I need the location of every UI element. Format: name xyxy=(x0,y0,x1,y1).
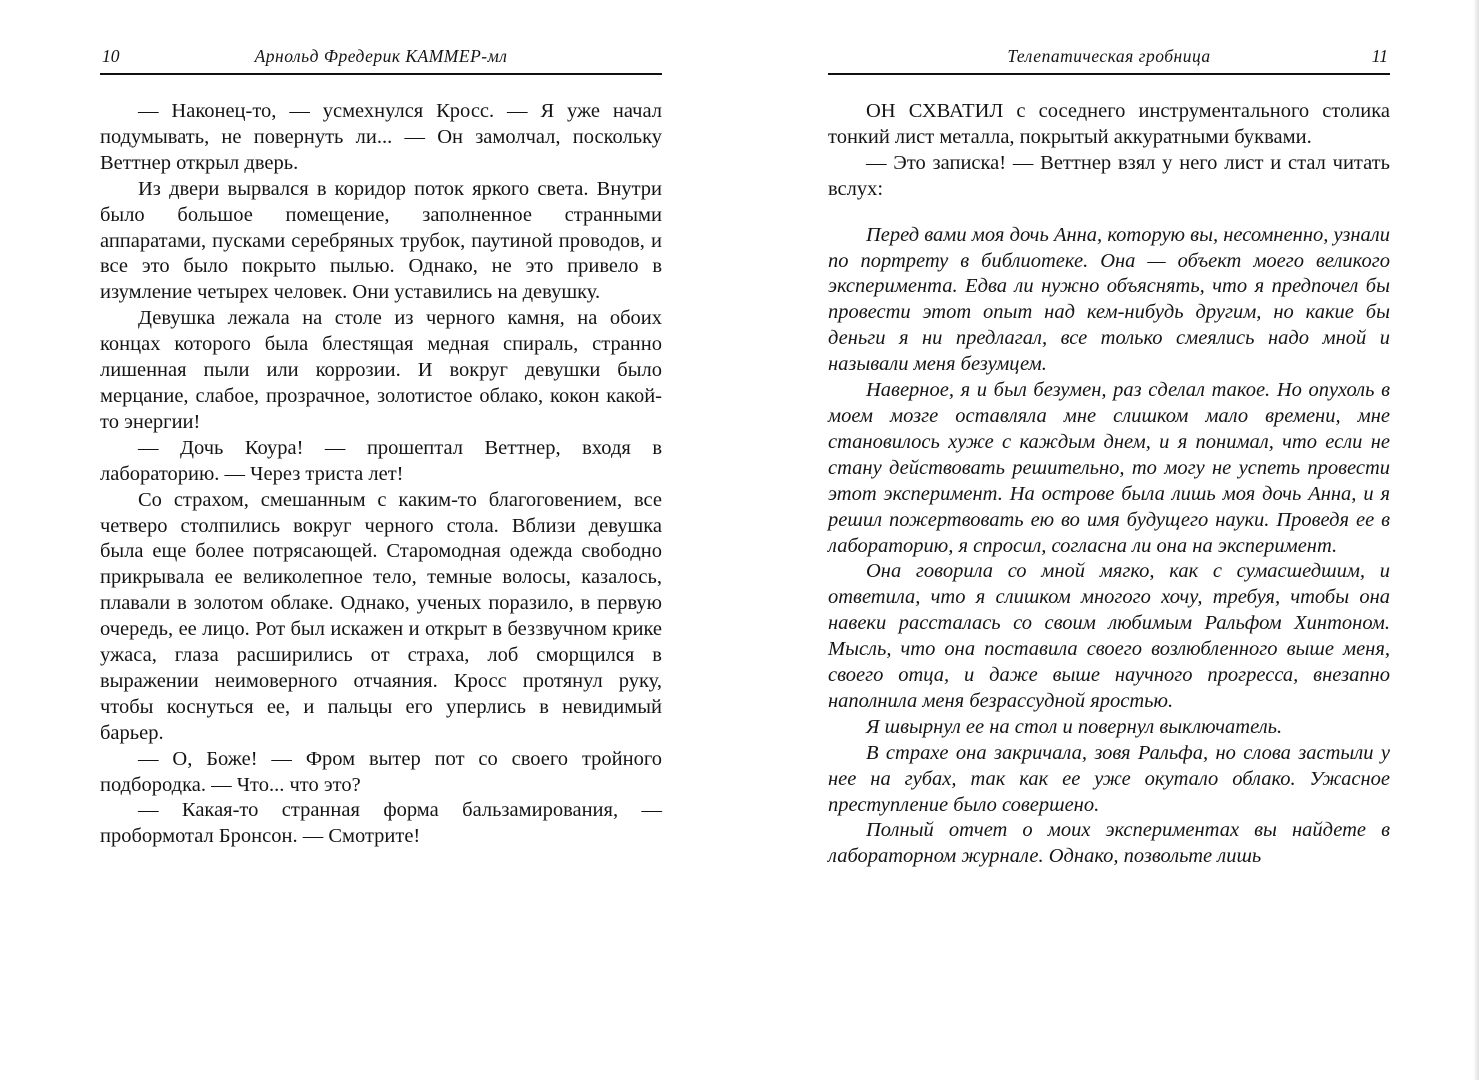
page-left xyxy=(100,42,662,850)
paragraph: Она говорила со мной мягко, как с сумасшедшим, и ответила, что я слишком многого хочу, требуя, чтобы она навеки рассталась со своим любимым Ральфом Хинтоном. Мысль, что она поставила своего возлюбленного выше меня, своего отца, и даже выше научного прогресса, внезапно наполнила меня безрассудной яростью. xyxy=(828,560,1390,712)
paragraph: — Это записка! — Веттнер взял у него лист и стал читать вслух: xyxy=(828,151,1390,200)
paragraph: — Дочь Коура! — прошептал Веттнер, входя в лабораторию. — Через триста лет! xyxy=(100,436,662,485)
page-right xyxy=(828,42,1390,870)
paragraph: Я швырнул ее на стол и повернул выключатель. xyxy=(866,715,1283,738)
header-rule-right xyxy=(828,73,1390,75)
page-number-left: 10 xyxy=(102,46,120,66)
paragraph: Полный отчет о моих экспериментах вы найдете в лабораторном журнале. Однако, позвольте лишь xyxy=(828,819,1390,868)
paragraph: В страхе она закричала, зовя Ральфа, но слова застыли у нее на губах, так как ее уже окутало облако. Ужасное преступление было совершено. xyxy=(828,741,1390,816)
paragraph: Со страхом, смешанным с каким-то благоговением, все четверо столпились вокруг черного стола. Вблизи девушка была еще более потрясающей. Старомодная одежда свободно прикрывала ее великолепное тело, темные волосы, казалось, плавали в золотом облаке. Однако, ученых поразило, в первую очередь, ее лицо. Рот был искажен и открыт в беззвучном крике ужаса, глаза расширились от страха, лоб сморщился в выражении неимоверного отчаяния. Кросс протянул руку, чтобы коснуться ее, и пальцы его уперлись в невидимый барьер. xyxy=(100,488,662,744)
header-rule-left xyxy=(100,73,662,75)
page-number-right: 11 xyxy=(1371,46,1388,66)
paragraph: ОН СХВАТИЛ с соседнего инструментального столика тонкий лист металла, покрытый аккуратными буквами. xyxy=(828,100,1390,148)
paragraph: Перед вами моя дочь Анна, которую вы, несомненно, узнали по портрету в библиотеке. Она — объект моего великого эксперимента. Едва ли нужно объяснять, что я предпочел бы провести этот опыт над кем-нибудь другим, но какие бы деньги я ни предлагал, все только смеялись надо мной и называли меня безумцем. xyxy=(828,223,1390,376)
page-body-left xyxy=(100,99,662,850)
paragraph: — Наконец-то, — усмехнулся Кросс. — Я уже начал подумывать, не повернуть ли... — Он замолчал, поскольку Веттнер открыл дверь. xyxy=(100,100,662,174)
paragraph: — Какая-то странная форма бальзамирования, — пробормотал Бронсон. — Смотрите! xyxy=(100,799,662,848)
paragraph: Девушка лежала на столе из черного камня, на обоих концах которого была блестящая медная спираль, странно лишенная пыли или коррозии. И вокруг девушки было мерцание, слабое, прозрачное, золотистое облако, кокон какой-то энергии! xyxy=(100,307,662,433)
paragraph: Из двери вырвался в коридор поток яркого света. Внутри было большое помещение, заполненное странными аппаратами, пусками серебряных трубок, паутиной проводов, и все это было покрыто пылью. Однако, не это привело в изумление четырех человек. Они уставились на девушку. xyxy=(100,177,662,304)
page-left-header xyxy=(100,42,662,70)
page-right-header xyxy=(828,42,1390,70)
paragraph: — О, Боже! — Фром вытер пот со своего тройного подбородка. — Что... что это? xyxy=(100,747,662,796)
running-title-right: Телепатическая гробница xyxy=(1007,46,1211,66)
paragraph: Наверное, я и был безумен, раз сделал такое. Но опухоль в моем мозге оставляла мне слишком мало времени, мне становилось хуже с каждым днем, и я понимал, что если не стану действовать решительно, то могу не успеть провести этот эксперимент. На острове была лишь моя дочь Анна, и я решил пожертвовать ею во имя будущего науки. Проведя ее в лабораторию, я спросил, согласна ли она на эксперимент. xyxy=(828,379,1390,557)
running-title-left: Арнольд Фредерик КАММЕР-мл xyxy=(254,46,508,66)
page-body-right xyxy=(828,99,1390,870)
